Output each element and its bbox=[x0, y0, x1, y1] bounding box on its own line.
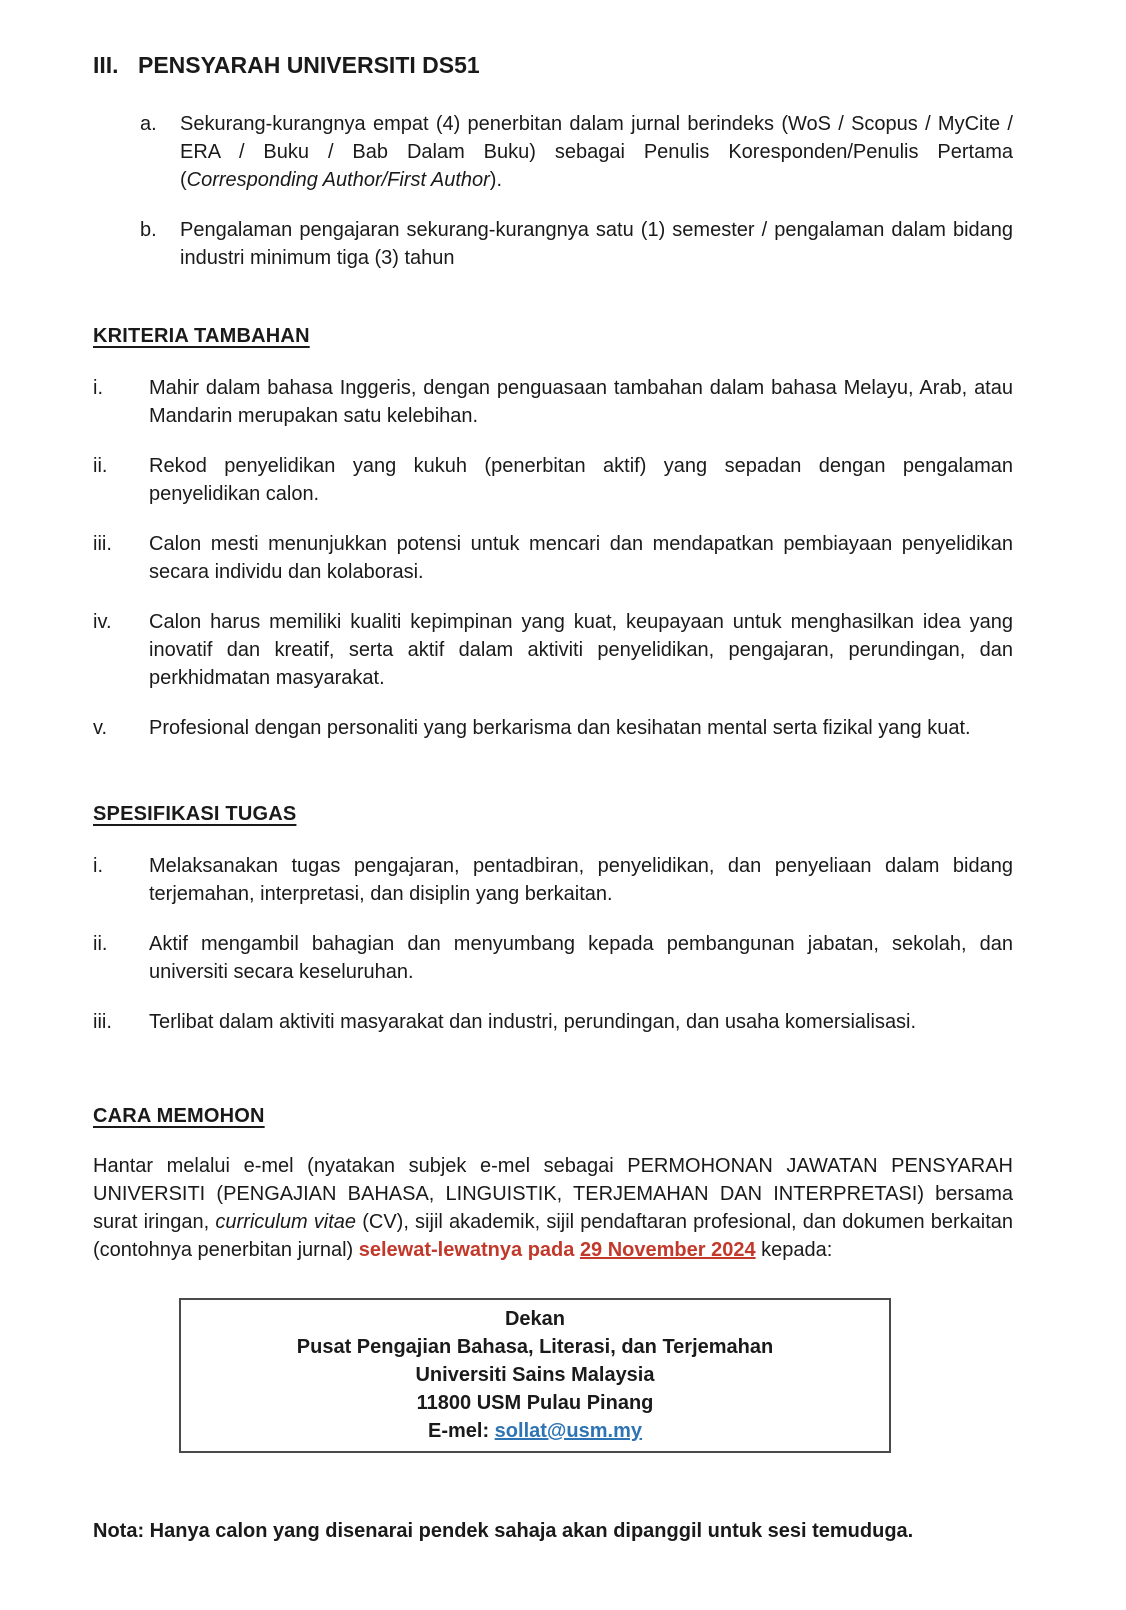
tugas-text-ii: Aktif mengambil bahagian dan menyumbang kepada pembangunan jabatan, sekolah, dan universiti secara keseluruhan. bbox=[149, 933, 1013, 983]
list-marker-i: i. bbox=[93, 855, 103, 877]
section-heading-cara-memohon: CARA MEMOHON bbox=[93, 1105, 265, 1127]
requirement-text-b: Pengalaman pengajaran sekurang-kurangnya satu (1) semester / pengalaman dalam bidang industri minimum tiga (3) tahun bbox=[180, 219, 1013, 269]
deadline-date: 29 November 2024 bbox=[579, 1239, 756, 1261]
list-marker-iii: iii. bbox=[93, 533, 112, 555]
address-email-line bbox=[189, 1417, 881, 1445]
requirement-item-a bbox=[93, 110, 1013, 194]
page-title: PENSYARAH UNIVERSITI DS51 bbox=[138, 52, 480, 78]
list-marker-b: b. bbox=[140, 219, 157, 241]
list-marker-ii: ii. bbox=[93, 933, 108, 955]
tugas-item-i bbox=[93, 852, 1013, 908]
section-number: III. bbox=[93, 52, 119, 78]
requirement-item-b bbox=[93, 216, 1013, 272]
section-heading-spesifikasi-tugas: SPESIFIKASI TUGAS bbox=[93, 803, 297, 825]
email-label: E-mel: bbox=[427, 1420, 495, 1442]
requirement-a-segment-2: ). bbox=[489, 169, 502, 191]
tugas-item-ii bbox=[93, 930, 1013, 986]
shortlist-note: Nota: Hanya calon yang disenarai pendek sahaja akan dipanggil untuk sesi temuduga. bbox=[93, 1520, 914, 1542]
kriteria-item-i bbox=[93, 374, 1013, 430]
email-link[interactable]: sollat@usm.my bbox=[494, 1420, 642, 1442]
kriteria-item-v bbox=[93, 714, 1013, 742]
instructions-segment-2: (CV), sijil akademik, sijil pendaftaran profesional, dan dokumen berkaitan (contohnya penerbitan jurnal) bbox=[93, 1211, 1014, 1261]
kriteria-item-ii bbox=[93, 452, 1013, 508]
deadline-phrase: selewat-lewatnya pada bbox=[358, 1239, 580, 1261]
address-line-dekan: Dekan bbox=[504, 1308, 566, 1330]
tugas-item-iii bbox=[93, 1008, 1013, 1036]
kriteria-text-iii: Calon mesti menunjukkan potensi untuk mencari dan mendapatkan pembiayaan penyelidikan secara individu dan kolaborasi. bbox=[149, 533, 1013, 583]
address-box bbox=[179, 1298, 891, 1453]
document-title-row bbox=[93, 50, 1013, 80]
tugas-text-i: Melaksanakan tugas pengajaran, pentadbiran, penyelidikan, dan penyeliaan dalam bidang terjemahan, interpretasi, dan disiplin yang berkaitan. bbox=[149, 855, 1013, 905]
kriteria-text-iv: Calon harus memiliki kualiti kepimpinan yang kuat, keupayaan untuk menghasilkan idea yang inovatif dan kreatif, serta aktif dalam aktiviti penyelidikan, pengajaran, perundingan, dan perkhidmatan masyarakat. bbox=[149, 611, 1013, 689]
requirement-text-a bbox=[180, 110, 1013, 194]
address-line-pusat: Pusat Pengajian Bahasa, Literasi, dan Terjemahan bbox=[296, 1336, 774, 1358]
list-marker-iii: iii. bbox=[93, 1011, 112, 1033]
tugas-text-iii: Terlibat dalam aktiviti masyarakat dan industri, perundingan, dan usaha komersialisasi. bbox=[149, 1011, 917, 1033]
list-marker-iv: iv. bbox=[93, 611, 112, 633]
kriteria-text-i: Mahir dalam bahasa Inggeris, dengan penguasaan tambahan dalam bahasa Melayu, Arab, atau Mandarin merupakan satu kelebihan. bbox=[149, 377, 1013, 427]
list-marker-ii: ii. bbox=[93, 455, 108, 477]
instructions-segment-1: Hantar melalui e-mel (nyatakan subjek e-mel sebagai PERMOHONAN JAWATAN PENSYARAH UNIVERSITI (PENGAJIAN BAHASA, LINGUISTIK, TERJEMAHAN DAN INTERPRETASI) bersama surat iringan, bbox=[93, 1155, 1013, 1233]
application-instructions-paragraph bbox=[93, 1152, 1013, 1264]
list-marker-a: a. bbox=[140, 113, 157, 135]
section-heading-kriteria-tambahan: KRITERIA TAMBAHAN bbox=[93, 325, 310, 347]
list-marker-v: v. bbox=[93, 717, 108, 739]
kriteria-item-iv bbox=[93, 608, 1013, 692]
requirement-a-italic-segment: Corresponding Author/First Author bbox=[186, 169, 490, 191]
kriteria-item-iii bbox=[93, 530, 1013, 586]
instructions-italic-cv: curriculum vitae bbox=[215, 1211, 357, 1233]
requirement-a-segment-1: Sekurang-kurangnya empat (4) penerbitan dalam jurnal berindeks (WoS / Scopus / MyCite / ERA / Buku / Bab Dalam Buku) sebagai Penulis Koresponden/Penulis Pertama ( bbox=[180, 113, 1013, 191]
kriteria-text-v: Profesional dengan personaliti yang berkarisma dan kesihatan mental serta fizikal yang kuat. bbox=[149, 717, 971, 739]
list-marker-i: i. bbox=[93, 377, 103, 399]
address-line-poskod: 11800 USM Pulau Pinang bbox=[416, 1392, 654, 1414]
address-line-universiti: Universiti Sains Malaysia bbox=[415, 1364, 655, 1386]
kriteria-text-ii: Rekod penyelidikan yang kukuh (penerbitan aktif) yang sepadan dengan pengalaman penyelidikan calon. bbox=[149, 455, 1013, 505]
instructions-segment-3: kepada: bbox=[755, 1239, 833, 1261]
